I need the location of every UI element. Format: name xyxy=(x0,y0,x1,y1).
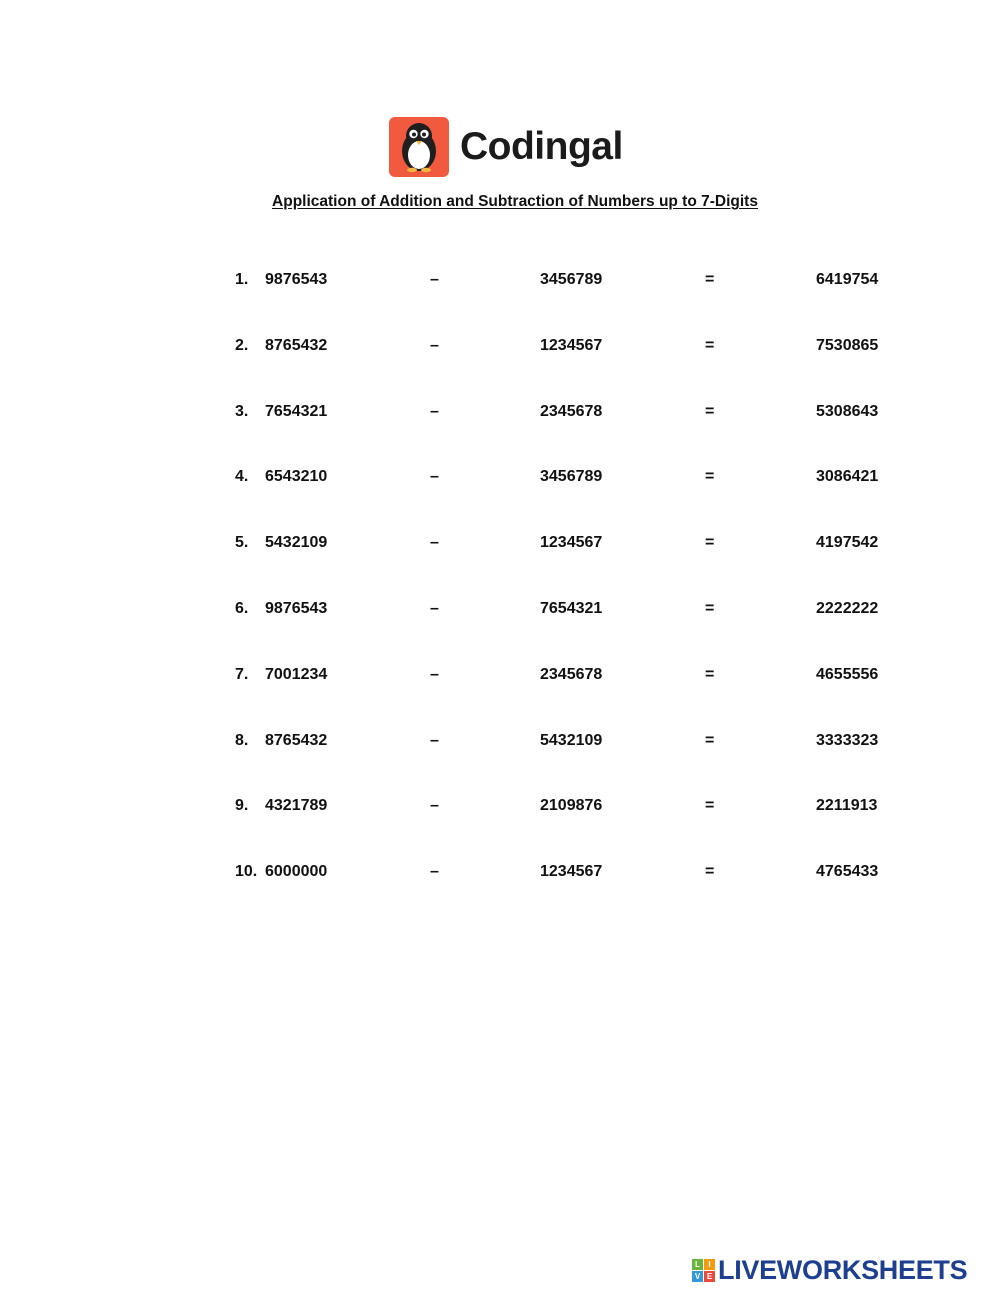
subtrahend: 2345678 xyxy=(540,665,603,683)
minus-sign: – xyxy=(430,468,439,486)
answer: 2222222 xyxy=(816,599,879,617)
equals-sign: = xyxy=(705,731,715,749)
minus-sign: – xyxy=(430,797,439,815)
answer: 4197542 xyxy=(816,534,879,552)
subtrahend: 7654321 xyxy=(540,599,603,617)
equals-sign: = xyxy=(705,336,715,354)
subtrahend: 5432109 xyxy=(540,731,603,749)
subtrahend: 1234567 xyxy=(540,336,603,354)
answer: 2211913 xyxy=(816,797,878,815)
answer: 7530865 xyxy=(816,336,879,354)
equals-sign: = xyxy=(705,271,715,288)
minuend: 7001234 xyxy=(265,665,328,683)
problem-row xyxy=(0,863,1000,929)
minuend: 5432109 xyxy=(265,534,328,552)
page-title: Application of Addition and Subtraction of Numbers up to 7-Digits xyxy=(272,193,758,210)
answer: 5308643 xyxy=(816,402,879,420)
problem-row xyxy=(0,468,1000,534)
minus-sign: – xyxy=(430,271,439,288)
problem-number: 4. xyxy=(235,468,249,486)
problem-number: 7. xyxy=(235,665,249,683)
problem-row xyxy=(0,337,1000,403)
problem-row xyxy=(0,600,1000,666)
problem-row xyxy=(0,403,1000,469)
minuend: 9876543 xyxy=(265,271,328,288)
logo-letter-tile: I xyxy=(704,1259,715,1270)
problem-number: 9. xyxy=(235,797,249,815)
problem-list xyxy=(0,271,1000,929)
minus-sign: – xyxy=(430,534,439,552)
answer: 3086421 xyxy=(816,468,879,486)
equals-sign: = xyxy=(705,665,715,683)
problem-row xyxy=(0,732,1000,798)
minus-sign: – xyxy=(430,665,439,683)
subtrahend: 1234567 xyxy=(540,534,603,552)
problem-row xyxy=(0,534,1000,600)
minuend: 6543210 xyxy=(265,468,328,486)
problem-row xyxy=(0,666,1000,732)
problem-number: 8. xyxy=(235,731,249,749)
minuend: 6000000 xyxy=(265,863,328,881)
subtrahend: 2345678 xyxy=(540,402,603,420)
problem-row xyxy=(0,797,1000,863)
problem-number: 5. xyxy=(235,534,249,552)
liveworksheets-wordmark: LIVEWORKSHEETS xyxy=(718,1255,968,1285)
minus-sign: – xyxy=(430,863,439,881)
subtrahend: 3456789 xyxy=(540,468,603,486)
answer: 4765433 xyxy=(816,863,879,881)
penguin-icon xyxy=(389,117,449,177)
brand-name: Codingal xyxy=(460,125,623,168)
minuend: 9876543 xyxy=(265,599,328,617)
subtrahend: 1234567 xyxy=(540,863,603,881)
minuend: 4321789 xyxy=(265,797,328,815)
equals-sign: = xyxy=(705,402,715,420)
minuend: 8765432 xyxy=(265,336,328,354)
equals-sign: = xyxy=(705,599,715,617)
equals-sign: = xyxy=(705,797,715,815)
liveworksheets-logo-icon xyxy=(692,1259,715,1282)
brand-header xyxy=(389,117,623,177)
problem-number: 3. xyxy=(235,402,249,420)
minuend: 8765432 xyxy=(265,731,328,749)
minus-sign: – xyxy=(430,599,439,617)
answer: 6419754 xyxy=(816,271,879,288)
problem-row xyxy=(0,271,1000,337)
minus-sign: – xyxy=(430,336,439,354)
problem-number: 2. xyxy=(235,336,249,354)
problem-number: 1. xyxy=(235,271,249,288)
equals-sign: = xyxy=(705,534,715,552)
answer: 3333323 xyxy=(816,731,879,749)
minus-sign: – xyxy=(430,402,439,420)
subtrahend: 2109876 xyxy=(540,797,603,815)
minus-sign: – xyxy=(430,731,439,749)
minuend: 7654321 xyxy=(265,402,328,420)
equals-sign: = xyxy=(705,863,715,881)
problem-number: 6. xyxy=(235,599,249,617)
answer: 4655556 xyxy=(816,665,879,683)
logo-letter-tile: E xyxy=(704,1271,715,1282)
logo-letter-tile: V xyxy=(692,1271,703,1282)
logo-letter-tile: L xyxy=(692,1259,703,1270)
equals-sign: = xyxy=(705,468,715,486)
problem-number: 10. xyxy=(235,863,258,881)
subtrahend: 3456789 xyxy=(540,271,603,288)
liveworksheets-logo xyxy=(692,1255,967,1286)
